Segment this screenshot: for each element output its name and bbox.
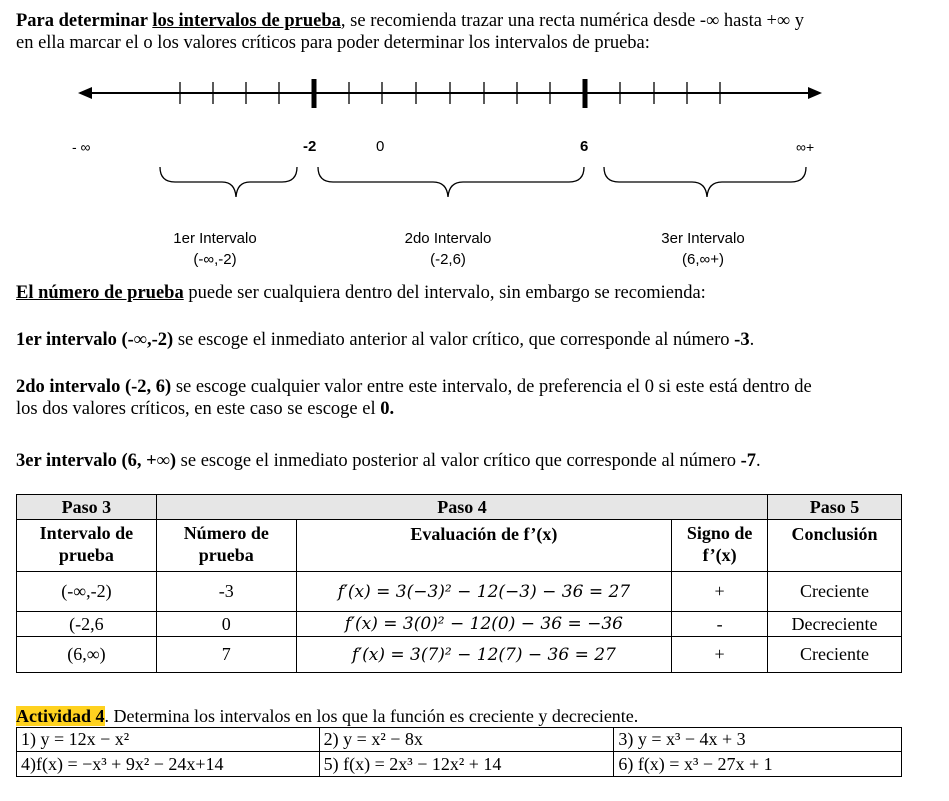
label-neg-inf: - ∞	[72, 139, 91, 155]
table-row: (-∞,-2) -3 f′(x) = 3(−3)² − 12(−3) − 36 = 27 + Creciente	[17, 572, 902, 612]
header-paso-3: Paso 3	[17, 495, 157, 520]
header-paso-5: Paso 5	[768, 495, 902, 520]
table-row	[17, 728, 902, 752]
col-conclusion: Conclusión	[768, 520, 902, 572]
exercise-1: 1) y = 12x − x²	[17, 728, 320, 752]
exercise-6: 6) f(x) = x³ − 27x + 1	[614, 752, 902, 777]
right-arrow-icon	[808, 87, 822, 99]
rec-interval-2: 2do intervalo (-2, 6) se escoge cualquier valor entre este intervalo, de preferencia el 0 si este está dentro de los dos valores críticos, en este caso se escoge el 0.	[16, 377, 812, 419]
analysis-table	[16, 494, 902, 673]
col-intervalo: Intervalo de prueba	[17, 520, 157, 572]
exercise-3: 3) y = x³ − 4x + 3	[614, 728, 902, 752]
exercise-2: 2) y = x² − 8x	[319, 728, 614, 752]
brace-1	[160, 167, 297, 197]
interval-1-label: 1er Intervalo (-∞,-2)	[173, 230, 257, 268]
rec-interval-1: 1er intervalo (-∞,-2) se escoge el inmediato anterior al valor crítico, que corresponde al número -3.	[16, 330, 755, 350]
table-row: (6,∞) 7 f′(x) = 3(7)² − 12(7) − 36 = 27 + Creciente	[17, 637, 902, 673]
table-row	[17, 752, 902, 777]
exercise-5: 5) f(x) = 2x³ − 12x² + 14	[319, 752, 614, 777]
brace-2	[318, 167, 584, 197]
table-row: (-2,6 0 f′(x) = 3(0)² − 12(0) − 36 = −36 - Decreciente	[17, 612, 902, 637]
label-crit-6: 6	[580, 138, 589, 155]
label-crit-neg2: -2	[303, 138, 317, 155]
intro-line-1: Para determinar los intervalos de prueba, se recomienda trazar una recta numérica desde -∞ hasta +∞ y	[16, 11, 805, 31]
exercise-4: 4)f(x) = −x³ + 9x² − 24x+14	[17, 752, 320, 777]
col-signo: Signo de f’(x)	[672, 520, 768, 572]
actividad-label: Actividad 4	[16, 706, 105, 726]
col-numero: Número de prueba	[156, 520, 296, 572]
numero-prueba-paragraph: El número de prueba puede ser cualquiera dentro del intervalo, sin embargo se recomienda:	[16, 283, 706, 303]
rec-interval-3: 3er intervalo (6, +∞) se escoge el inmediato posterior al valor crítico que corresponde al número -7.	[16, 451, 761, 471]
header-paso-4: Paso 4	[156, 495, 767, 520]
interval-2-label: 2do Intervalo (-2,6)	[404, 230, 492, 268]
actividad-heading: Actividad 4. Determina los intervalos en los que la función es creciente y decreciente.	[16, 706, 639, 726]
brace-3	[604, 167, 806, 197]
left-arrow-icon	[78, 87, 92, 99]
intro-line-2: en ella marcar el o los valores críticos para poder determinar los intervalos de prueba:	[16, 33, 650, 53]
col-evaluacion: Evaluación de f’(x)	[296, 520, 671, 572]
interval-3-label: 3er Intervalo (6,∞+)	[661, 230, 745, 268]
label-zero: 0	[376, 138, 385, 155]
intro-paragraph	[16, 10, 941, 54]
label-pos-inf: ∞+	[796, 139, 815, 155]
actividad-table	[16, 727, 902, 777]
